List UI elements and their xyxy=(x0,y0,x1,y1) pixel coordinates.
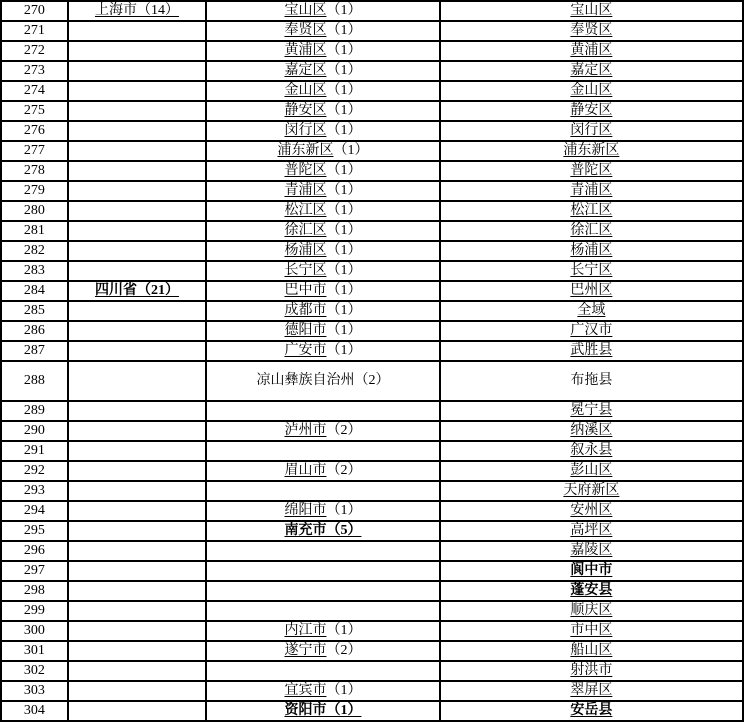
underlined-text: 浦东新区 xyxy=(277,143,334,159)
cell-district xyxy=(440,421,743,441)
underlined-text: 徐汇区 xyxy=(284,223,327,239)
cell-city: 普陀区（1） xyxy=(206,161,440,181)
cell-district xyxy=(440,21,743,41)
underlined-text: 安岳县 xyxy=(570,703,613,719)
cell-city: 松江区（1） xyxy=(206,201,440,221)
cell-district xyxy=(440,221,743,241)
cell-province xyxy=(68,481,206,501)
cell-city: 成都市（1） xyxy=(206,301,440,321)
table-row xyxy=(1,321,743,341)
cell-province xyxy=(68,681,206,701)
cell-city: 凉山彝族自治州（2） xyxy=(206,361,440,401)
cell-city xyxy=(206,581,440,601)
table-row xyxy=(1,361,743,401)
underlined-text: 青浦区 xyxy=(284,183,327,199)
underlined-text: 杨浦区 xyxy=(284,243,327,259)
cell-city xyxy=(206,541,440,561)
underlined-text: 松江区 xyxy=(284,203,327,219)
cell-province xyxy=(68,301,206,321)
table-row xyxy=(1,401,743,421)
cell-city: 遂宁市（2） xyxy=(206,641,440,661)
table-row xyxy=(1,161,743,181)
underlined-text: 嘉陵区 xyxy=(570,543,613,559)
underlined-text: 射洪市 xyxy=(570,663,613,679)
cell-district xyxy=(440,241,743,261)
cell-no: 277 xyxy=(1,141,68,161)
cell-no: 275 xyxy=(1,101,68,121)
cell-district xyxy=(440,621,743,641)
table-row xyxy=(1,421,743,441)
cell-no: 273 xyxy=(1,61,68,81)
cell-city xyxy=(206,441,440,461)
cell-district xyxy=(440,641,743,661)
cell-no: 285 xyxy=(1,301,68,321)
cell-no: 290 xyxy=(1,421,68,441)
cell-province xyxy=(68,221,206,241)
cell-city: 金山区（1） xyxy=(206,81,440,101)
underlined-text: 奉贤区 xyxy=(284,23,327,39)
cell-district xyxy=(440,161,743,181)
cell-no: 282 xyxy=(1,241,68,261)
cell-city: 广安市（1） xyxy=(206,341,440,361)
cell-district xyxy=(440,61,743,81)
cell-province xyxy=(68,521,206,541)
cell-province xyxy=(68,161,206,181)
cell-province xyxy=(68,501,206,521)
underlined-text: 普陀区 xyxy=(570,163,613,179)
table-row xyxy=(1,581,743,601)
underlined-text: 闵行区 xyxy=(570,123,613,139)
underlined-text: 广安市 xyxy=(284,343,327,359)
underlined-text: 武胜县 xyxy=(570,343,613,359)
underlined-text: 奉贤区 xyxy=(570,23,613,39)
cell-district xyxy=(440,601,743,621)
cell-province xyxy=(68,201,206,221)
underlined-text: 高坪区 xyxy=(570,523,613,539)
table-row xyxy=(1,501,743,521)
underlined-text: 长宁区 xyxy=(284,263,327,279)
cell-province xyxy=(68,101,206,121)
cell-district xyxy=(440,81,743,101)
cell-no: 292 xyxy=(1,461,68,481)
cell-no: 304 xyxy=(1,701,68,721)
underlined-text: 成都市 xyxy=(284,303,327,319)
underlined-text: 泸州市 xyxy=(284,423,327,439)
table-row xyxy=(1,181,743,201)
underlined-text: 全域 xyxy=(577,303,606,319)
cell-no: 287 xyxy=(1,341,68,361)
underlined-text: 宜宾市 xyxy=(284,683,327,699)
table-row xyxy=(1,481,743,501)
cell-no: 272 xyxy=(1,41,68,61)
underlined-text: 静安区 xyxy=(570,103,613,119)
table-row xyxy=(1,661,743,681)
cell-no: 278 xyxy=(1,161,68,181)
table-row xyxy=(1,21,743,41)
cell-city: 绵阳市（1） xyxy=(206,501,440,521)
underlined-text: 安州区 xyxy=(570,503,613,519)
underlined-text: 船山区 xyxy=(570,643,613,659)
underlined-text: 叙永县 xyxy=(570,443,613,459)
cell-city: 浦东新区（1） xyxy=(206,141,440,161)
underlined-text: 巴中市 xyxy=(284,283,327,299)
cell-district xyxy=(440,701,743,721)
cell-district xyxy=(440,521,743,541)
underlined-text: 蓬安县 xyxy=(570,583,613,599)
cell-no: 297 xyxy=(1,561,68,581)
table-row xyxy=(1,301,743,321)
cell-district xyxy=(440,181,743,201)
cell-city xyxy=(206,661,440,681)
cell-no: 293 xyxy=(1,481,68,501)
table-row xyxy=(1,461,743,481)
cell-no: 299 xyxy=(1,601,68,621)
cell-no: 289 xyxy=(1,401,68,421)
cell-city: 宜宾市（1） xyxy=(206,681,440,701)
underlined-text: 广汉市 xyxy=(570,323,613,339)
underlined-text: 遂宁市 xyxy=(284,643,327,659)
underlined-text: 宝山区 xyxy=(570,3,613,19)
cell-no: 271 xyxy=(1,21,68,41)
cell-city xyxy=(206,521,440,541)
underlined-text: 绵阳市 xyxy=(284,503,327,519)
cell-district xyxy=(440,661,743,681)
table-row xyxy=(1,61,743,81)
cell-province xyxy=(68,341,206,361)
table-row xyxy=(1,241,743,261)
cell-no: 270 xyxy=(1,1,68,21)
cell-district: 布拖县 xyxy=(440,361,743,401)
cell-city: 闵行区（1） xyxy=(206,121,440,141)
cell-district xyxy=(440,581,743,601)
cell-province xyxy=(68,661,206,681)
cell-no: 286 xyxy=(1,321,68,341)
cell-city: 青浦区（1） xyxy=(206,181,440,201)
underlined-text: 南充市（5） xyxy=(284,523,362,539)
table-row xyxy=(1,521,743,541)
cell-district xyxy=(440,301,743,321)
underlined-text: 闵行区 xyxy=(284,123,327,139)
underlined-text: 浦东新区 xyxy=(563,143,620,159)
underlined-text: 眉山市 xyxy=(284,463,327,479)
table-row xyxy=(1,121,743,141)
cell-district xyxy=(440,501,743,521)
cell-province xyxy=(68,181,206,201)
cell-no: 300 xyxy=(1,621,68,641)
underlined-text: 天府新区 xyxy=(563,483,620,499)
table-row xyxy=(1,601,743,621)
underlined-text: 宝山区 xyxy=(284,3,327,19)
underlined-text: 资阳市（1） xyxy=(284,703,362,719)
cell-city: 巴中市（1） xyxy=(206,281,440,301)
underlined-text: 德阳市 xyxy=(284,323,327,339)
cell-city xyxy=(206,481,440,501)
underlined-text: 阆中市 xyxy=(570,563,613,579)
underlined-text: 黄浦区 xyxy=(284,43,327,59)
underlined-text: 嘉定区 xyxy=(284,63,327,79)
table-row xyxy=(1,101,743,121)
cell-no: 291 xyxy=(1,441,68,461)
cell-province xyxy=(68,81,206,101)
underlined-text: 金山区 xyxy=(570,83,613,99)
underlined-text: 四川省（21） xyxy=(94,283,179,299)
table-row xyxy=(1,141,743,161)
cell-city: 长宁区（1） xyxy=(206,261,440,281)
cell-province xyxy=(68,321,206,341)
table-row xyxy=(1,541,743,561)
cell-district xyxy=(440,441,743,461)
cell-no: 295 xyxy=(1,521,68,541)
underlined-text: 冕宁县 xyxy=(570,403,613,419)
cell-no: 284 xyxy=(1,281,68,301)
cell-city: 黄浦区（1） xyxy=(206,41,440,61)
cell-no: 283 xyxy=(1,261,68,281)
cell-city xyxy=(206,401,440,421)
cell-province xyxy=(68,701,206,721)
underlined-text: 普陀区 xyxy=(284,163,327,179)
cell-city xyxy=(206,601,440,621)
underlined-text: 徐汇区 xyxy=(570,223,613,239)
cell-no: 274 xyxy=(1,81,68,101)
cell-no: 281 xyxy=(1,221,68,241)
cell-province xyxy=(68,21,206,41)
underlined-text: 杨浦区 xyxy=(570,243,613,259)
cell-province xyxy=(68,461,206,481)
cell-district xyxy=(440,341,743,361)
underlined-text: 纳溪区 xyxy=(570,423,613,439)
underlined-text: 市中区 xyxy=(570,623,613,639)
cell-province xyxy=(68,281,206,301)
cell-city xyxy=(206,561,440,581)
cell-no: 302 xyxy=(1,661,68,681)
cell-province xyxy=(68,421,206,441)
cell-district xyxy=(440,1,743,21)
cell-city: 德阳市（1） xyxy=(206,321,440,341)
cell-district xyxy=(440,121,743,141)
cell-city xyxy=(206,701,440,721)
cell-district xyxy=(440,681,743,701)
table-row xyxy=(1,621,743,641)
cell-district xyxy=(440,141,743,161)
cell-city: 宝山区（1） xyxy=(206,1,440,21)
underlined-text: 巴州区 xyxy=(570,283,613,299)
table-row xyxy=(1,441,743,461)
table-row xyxy=(1,261,743,281)
cell-district xyxy=(440,321,743,341)
cell-no: 303 xyxy=(1,681,68,701)
table-body xyxy=(1,1,743,721)
cell-district xyxy=(440,541,743,561)
cell-no: 276 xyxy=(1,121,68,141)
table-row xyxy=(1,681,743,701)
cell-city: 徐汇区（1） xyxy=(206,221,440,241)
cell-province xyxy=(68,41,206,61)
cell-no: 288 xyxy=(1,361,68,401)
cell-province xyxy=(68,121,206,141)
underlined-text: 黄浦区 xyxy=(570,43,613,59)
cell-city: 奉贤区（1） xyxy=(206,21,440,41)
cell-province xyxy=(68,61,206,81)
underlined-text: 金山区 xyxy=(284,83,327,99)
cell-district xyxy=(440,401,743,421)
cell-district xyxy=(440,561,743,581)
cell-province xyxy=(68,541,206,561)
cell-province xyxy=(68,361,206,401)
cell-province xyxy=(68,581,206,601)
cell-province xyxy=(68,141,206,161)
table-row xyxy=(1,81,743,101)
table-row xyxy=(1,201,743,221)
cell-district xyxy=(440,281,743,301)
cell-city: 杨浦区（1） xyxy=(206,241,440,261)
table-row xyxy=(1,41,743,61)
underlined-text: 青浦区 xyxy=(570,183,613,199)
cell-province xyxy=(68,441,206,461)
cell-district xyxy=(440,461,743,481)
cell-city: 眉山市（2） xyxy=(206,461,440,481)
cell-province xyxy=(68,261,206,281)
underlined-text: 彭山区 xyxy=(570,463,613,479)
cell-province xyxy=(68,641,206,661)
cell-no: 294 xyxy=(1,501,68,521)
table-row xyxy=(1,561,743,581)
cell-city: 内江市（1） xyxy=(206,621,440,641)
underlined-text: 内江市 xyxy=(284,623,327,639)
table-row xyxy=(1,281,743,301)
table-row xyxy=(1,701,743,721)
cell-no: 279 xyxy=(1,181,68,201)
cell-city: 静安区（1） xyxy=(206,101,440,121)
cell-no: 301 xyxy=(1,641,68,661)
underlined-text: 松江区 xyxy=(570,203,613,219)
table-row xyxy=(1,641,743,661)
cell-no: 298 xyxy=(1,581,68,601)
underlined-text: 顺庆区 xyxy=(570,603,613,619)
cell-province xyxy=(68,601,206,621)
cell-province xyxy=(68,401,206,421)
table-row xyxy=(1,221,743,241)
table-row xyxy=(1,1,743,21)
cell-district xyxy=(440,261,743,281)
underlined-text: 翠屏区 xyxy=(570,683,613,699)
cell-district xyxy=(440,481,743,501)
cell-no: 280 xyxy=(1,201,68,221)
cell-no: 296 xyxy=(1,541,68,561)
cell-district xyxy=(440,101,743,121)
table-row xyxy=(1,341,743,361)
underlined-text: 嘉定区 xyxy=(570,63,613,79)
cell-province xyxy=(68,241,206,261)
cell-province xyxy=(68,561,206,581)
underlined-text: 静安区 xyxy=(284,103,327,119)
cell-district xyxy=(440,41,743,61)
underlined-text: 长宁区 xyxy=(570,263,613,279)
cell-province xyxy=(68,1,206,21)
cell-province xyxy=(68,621,206,641)
underlined-text: 上海市（14） xyxy=(94,3,179,19)
cell-city: 嘉定区（1） xyxy=(206,61,440,81)
cell-district xyxy=(440,201,743,221)
cell-city: 泸州市（2） xyxy=(206,421,440,441)
